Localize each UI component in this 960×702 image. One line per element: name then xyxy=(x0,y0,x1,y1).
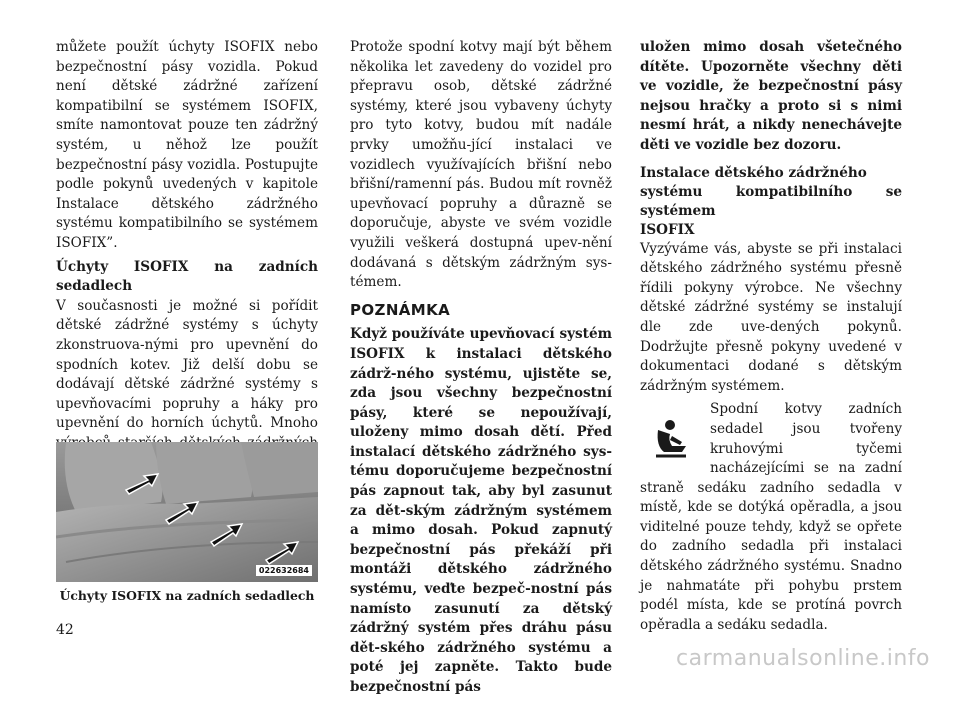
note-continuation: uložen mimo dosah všetečného dítěte. Upozorněte všechny děti ve vozidle, že bezpečnostní pásy nejsou hračky a proto si s nimi nesmí hrát, a nikdy nenechávejte děti ve vozidle bez dozoru. xyxy=(640,39,902,153)
photo-caption: Úchyty ISOFIX na zadních sedadlech xyxy=(59,588,315,603)
anchors-paragraph: Protože spodní kotvy mají být během několika let zavedeny do vozidel pro přepravu osob, dětské zádržné systémy, které jsou vybaveny úchyty pro tyto kotvy, budou mít nadále prvky umožňu-jící instalaci ve vozidlech využívajících břišní nebo břišní/ramenní pás. Budou mít rovněž upevňovací popruhy a důrazně se doporučuje, abyste ve svém vozidle využili veškerá dostupná upev-nění dodávaná s dětským zádržným sys-témem. xyxy=(350,39,612,291)
note-text: Když používáte upevňovací systém ISOFIX k instalaci dětského zádrž-ného systému, ujistěte se, zda jsou všechny bezpečnostní pásy, které se nepoužívají, uloženy mimo dosah dětí. Před instalací dětského zádržného sys-tému doporučujeme bezpečnostní pás zapnout tak, aby byl zasunut za dět-ským zádržným systémem a mimo dosah. Pokud zapnutý bezpečnostní pás překáží při montáži dětského zádržného systému, veďte bezpeč-nostní pás namísto zasunutí za dětský zádržný systém přes dráhu pásu dět-ského zádržného systému a poté jej zapněte. Takto bude bezpečnostní pás xyxy=(350,326,612,695)
installation-paragraph: Vyzýváme vás, abyste se při instalaci dětského zádržného systému přesně řídili pokyny výrobce. Ne všechny dětské zádržné systémy se instalují dle zde uve-dených pokynů. Dodržujte přesně pokyny uvedené v dokumentaci dodané s dětským zádržným systémem. xyxy=(640,240,902,394)
intro-paragraph: můžete použít úchyty ISOFIX nebo bezpečnostní pásy vozidla. Pokud není dětské zádržné zařízení kompatibilní se systémem ISOFIX, smíte namontovat pouze ten zádržný systém, u něhož lze použít bezpečnostní pásy vozidla. Postupujte podle pokynů uvedených v kapitole Instalace dětského zádržného systému kompatibilního se systémem ISOFIX”. xyxy=(56,39,318,251)
column-right xyxy=(640,38,902,639)
heading-line-1: Instalace dětského zádržného xyxy=(640,164,867,181)
photo-code: 022632684 xyxy=(256,565,312,576)
heading-line-3: ISOFIX xyxy=(640,221,695,238)
rear-seat-photo xyxy=(56,442,318,582)
lower-anchors-paragraph: Spodní kotvy zadních sedadel jsou tvořeny kruhovými tyčemi nacházejícími se na zadní straně sedáku zadního sedadla v místě, kde se dotýká opěradla, a jsou viditelné pouze tehdy, když se opřete do zadního sedadla při instalaci dětského zádržného systému. Snadno je nahmatáte při pohybu prstem podél místa, kde se protíná povrch opěradla a sedáku sedadla. xyxy=(640,401,902,633)
column-left xyxy=(56,38,318,497)
heading-line-2: systému kompatibilního se systémem xyxy=(640,183,902,219)
isofix-paragraph: V současnosti je možné si pořídit dětské zádržné systémy s úchyty zkonstruova-nými pro upevnění do spodních kotev. Již delší dobu se dodávají dětské zádržné systémy s upevňovacími popruhy a háky pro upevnění do horních úchytů. Mnoho xyxy=(56,297,318,432)
note-heading: POZNÁMKA xyxy=(350,300,451,319)
section-heading-isofix-anchors: Úchyty ISOFIX na zadních sedadlech xyxy=(56,258,318,295)
rear-seat-illustration xyxy=(56,442,318,582)
watermark: carmanualsonline.info xyxy=(676,646,930,671)
child-seat-icon xyxy=(640,406,704,470)
section-heading-installation xyxy=(640,164,902,240)
column-middle xyxy=(350,38,612,702)
page-number: 42 xyxy=(56,622,74,638)
